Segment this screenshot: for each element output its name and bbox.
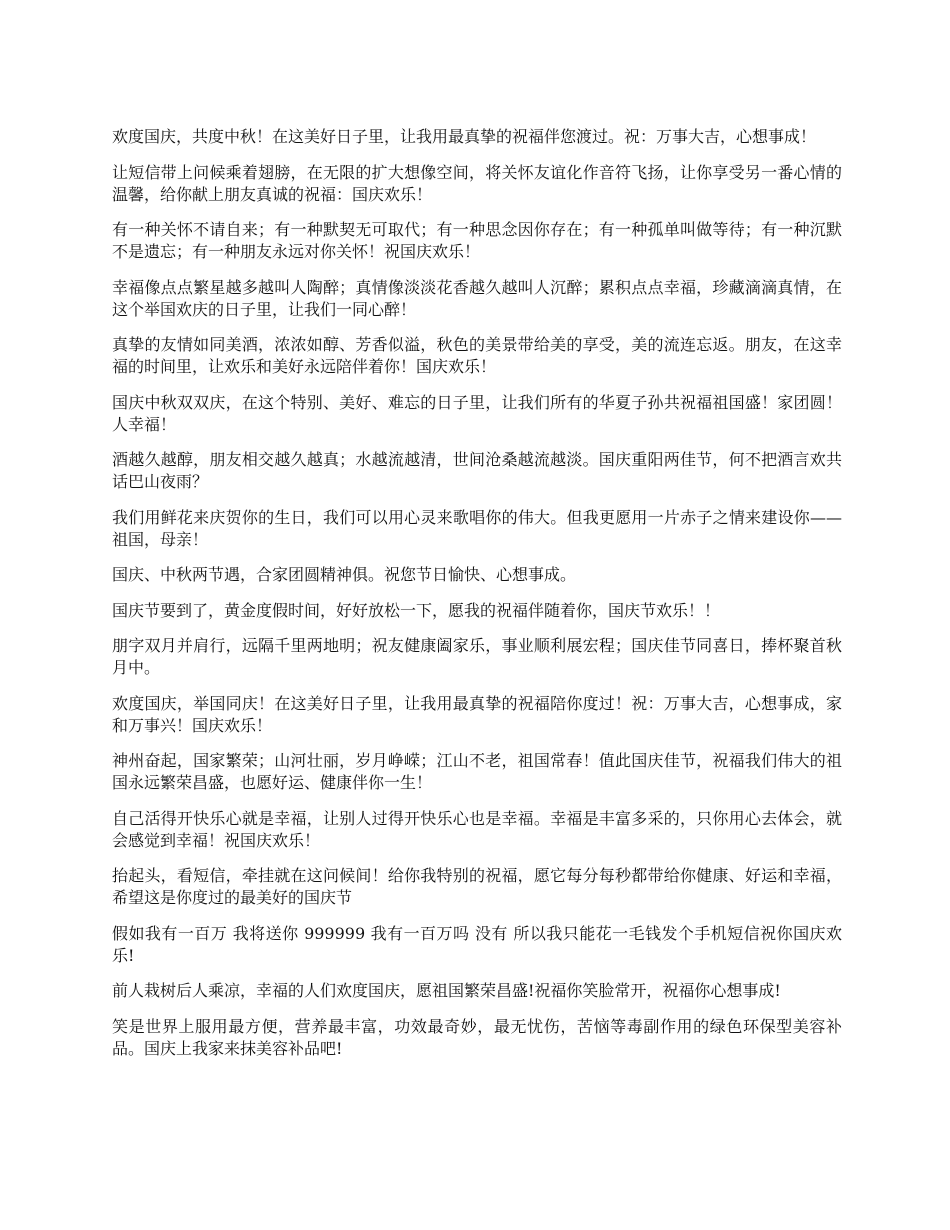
paragraph: 假如我有一百万 我将送你 999999 我有一百万吗 没有 所以我只能花一毛钱发个手机短信祝你国庆欢乐! [112,923,842,965]
paragraph: 抬起头，看短信，牵挂就在这问候间！给你我特别的祝福，愿它每分每秒都带给你健康、好运和幸福，希望这是你度过的最美好的国庆节 [112,866,842,907]
paragraph: 欢度国庆，举国同庆！在这美好日子里，让我用最真挚的祝福陪你度过！祝：万事大吉，心想事成，家和万事兴！国庆欢乐！ [112,693,842,735]
paragraph: 国庆中秋双双庆，在这个特别、美好、难忘的日子里，让我们所有的华夏子孙共祝福祖国盛！家团圆！人幸福！ [112,392,842,434]
paragraph: 欢度国庆，共度中秋！在这美好日子里，让我用最真挚的祝福伴您渡过。祝：万事大吉，心想事成！ [112,127,817,146]
paragraph: 国庆节要到了，黄金度假时间，好好放松一下，愿我的祝福伴随着你，国庆节欢乐！！ [112,600,721,620]
paragraph: 我们用鲜花来庆贺你的生日，我们可以用心灵来歌唱你的伟大。但我更愿用一片赤子之情来建设你——祖国，母亲！ [112,507,842,549]
paragraph: 笑是世界上服用最方便，营养最丰富，功效最奇妙，最无忧伤，苦恼等毒副作用的绿色环保型美容补品。国庆上我家来抹美容补品吧! [112,1016,842,1058]
paragraph: 幸福像点点繁星越多越叫人陶醉；真情像淡淡花香越久越叫人沉醉；累积点点幸福，珍藏滴滴真情，在这个举国欢庆的日子里，让我们一同心醉！ [112,277,842,319]
paragraph: 酒越久越醇，朋友相交越久越真；水越流越清，世间沧桑越流越淡。国庆重阳两佳节，何不把酒言欢共话巴山夜雨？ [112,450,842,491]
paragraph: 自己活得开快乐心就是幸福，让别人过得开快乐心也是幸福。幸福是丰富多采的，只你用心去体会，就会感觉到幸福！祝国庆欢乐！ [112,808,842,850]
paragraph: 前人栽树后人乘凉，幸福的人们欢度国庆，愿祖国繁荣昌盛!祝福你笑脸常开，祝福你心想事成! [112,981,781,1000]
paragraph: 国庆、中秋两节遇，合家团圆精神俱。祝您节日愉快、心想事成。 [112,565,577,584]
paragraph: 朋字双月并肩行，远隔千里两地明；祝友健康阖家乐，事业顺利展宏程；国庆佳节同喜日，捧杯聚首秋月中。 [112,636,842,677]
paragraph: 真挚的友情如同美酒，浓浓如醇、芳香似溢，秋色的美景带给美的享受，美的流连忘返。朋友，在这幸福的时间里，让欢乐和美好永远陪伴着你！国庆欢乐！ [112,335,842,376]
paragraph: 有一种关怀不请自来；有一种默契无可取代；有一种思念因你存在；有一种孤单叫做等待；有一种沉默不是遗忘；有一种朋友永远对你关怀！祝国庆欢乐！ [112,220,842,261]
paragraph: 神州奋起，国家繁荣；山河壮丽，岁月峥嵘；江山不老，祖国常春！值此国庆佳节，祝福我们伟大的祖国永远繁荣昌盛，也愿好运、健康伴你一生！ [112,751,842,792]
document-body [112,126,842,1073]
paragraph: 让短信带上问候乘着翅膀，在无限的扩大想像空间，将关怀友谊化作音符飞扬，让你享受另一番心情的温馨，给你献上朋友真诚的祝福：国庆欢乐！ [112,162,842,204]
